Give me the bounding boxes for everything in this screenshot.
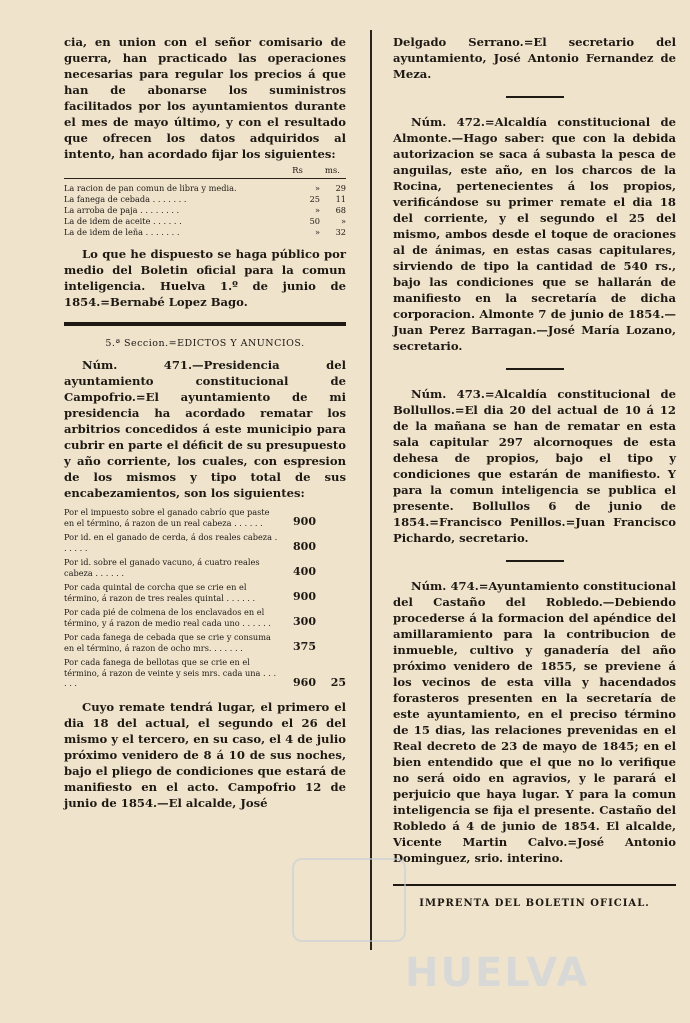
tax-row [64,582,346,603]
price-label: La racion de pan comun de libra y media. [64,183,237,193]
notice-separator [506,368,564,370]
notice-472-number: Núm. 472. [411,115,485,129]
price-row [64,205,346,216]
price-ms: 11 [335,194,346,204]
notice-473 [393,386,676,546]
archive-watermark-frame [292,858,406,942]
price-ms: 68 [335,205,346,215]
notice-474-text: =Ayuntamiento constitucional del Castaño del Robledo.—Debiendo procederse á la formacion del apéndice del amillaramiento para la contribucion de inmueble, cultivo y ganadería del año próximo venidero de 1855, se previene á los vecinos de esta villa y hacendados forasteros presenten en la secretaría de este ayuntamiento, en el preciso término de 15 dias, las relaciones prevenidas en el Real decreto de 23 de mayo de 1845; en el bien entendido que el que no lo verifique no será oido en agravios, y le parará el perjuicio que haya lugar. Y para la comun inteligencia se fija el presente. Castaño del Robledo á 4 de junio de 1854. El alcalde, Vicente Martin Calvo.=José Antonio Dominguez, srio. interino. [393,579,676,865]
price-rs: 50 [309,216,320,226]
price-label: La de idem de leña . . . . . . . [64,227,180,237]
tax-row [64,607,346,628]
tax-label: Por el impuesto sobre el ganado cabrío que paste en el término, á razon de un real cabeza . . . . . . [64,507,270,528]
tax-label: Por cada quintal de corcha que se crie en el término, á razon de tres reales quintal . . . . . . [64,582,256,603]
tax-row [64,557,346,578]
tax-label: Por cada fanega de cebada que se crie y consuma en el término, á razon de ocho mrs. . . . . . . [64,632,271,653]
tax-row [64,657,346,689]
section-divider [64,322,346,326]
price-table [64,166,346,238]
tax-amount: 900 [293,590,316,603]
notice-separator [506,560,564,562]
printer-imprint: IMPRENTA DEL BOLETIN OFICIAL. [419,898,650,909]
notice-472 [393,114,676,354]
tax-table [64,507,346,689]
right-column [393,34,676,909]
price-ms: » [340,216,346,226]
paragraph-continuation: Delgado Serrano.=El secretario del ayuntamiento, José Antonio Fernandez de Meza. [393,35,676,81]
tax-row [64,532,346,553]
price-ms: 32 [335,227,346,237]
footer-rule [393,884,676,886]
price-row [64,183,346,194]
tax-amount: 375 [293,640,316,653]
price-rs: » [314,205,320,215]
paragraph-intro: cia, en union con el señor comisario de guerra, han practicado las operaciones necesarias para regular los precios á que han de abonarse los suministros facilitados por los ayuntamientos durante el mes de mayo último, y con el resultado que ofrecen los datos adquiridos al intento, han acordado fijar los siguientes: [64,35,346,161]
header-rs: Rs [292,166,303,176]
paragraph-dispuesto: Lo que he dispuesto se haga público por medio del Boletin oficial para la comun inteligencia. Huelva 1.º de junio de 1854.=Bernabé Lopez Bago. [64,247,346,309]
notice-471-text: —Presidencia del ayuntamiento constitucional de Campofrio.=El ayuntamiento de mi presidencia ha acordado rematar los arbitrios concedidos á este municipio para cubrir en parte el déficit de su presupuesto y año corriente, los cuales, con espresion de los mismos y tipo total de sus encabezamientos, son los siguientes: [64,358,346,500]
price-rs: » [314,183,320,193]
tax-label: Por id. en el ganado de cerda, á dos reales cabeza . . . . . . [64,532,278,553]
tax-amount: 300 [293,615,316,628]
tax-amount: 400 [293,565,316,578]
price-row [64,227,346,238]
tax-amount: 800 [293,540,316,553]
price-rs: » [314,227,320,237]
tax-extra: 25 [330,675,346,689]
price-ms: 29 [335,183,346,193]
notice-472-text: =Alcaldía constitucional de Almonte.—Hago saber: que con la debida autorizacion se saca á subasta la pesca de anguilas, este año, en los charcos de la Rocina, pertenecientes á los propios, verificándose su primer remate el dia 18 del corriente, y el segundo el 25 del mismo, ambos desde el toque de oraciones al de ánimas, en estas casas capitulares, sirviendo de tipo la cantidad de 540 rs., bajo las condiciones que se hallarán de manifiesto en la secretaría de dicha corporacion. Almonte 7 de junio de 1854.—Juan Perez Barragan.—José María Lozano, secretario. [393,115,676,353]
archive-watermark-text: HUELVA [405,950,590,996]
tax-label: Por cada fanega de bellotas que se crie en el término, á razon de veinte y seis mrs. cada una . . . . . . [64,657,277,688]
column-divider [370,30,372,950]
price-table-header [64,166,346,179]
notice-474 [393,578,676,866]
tax-label: Por cada pié de colmena de los enclavados en el término, y á razon de medio real cada uno . . . . . . [64,607,271,628]
tax-amount: 960 [293,675,316,689]
tax-row [64,507,346,528]
price-rs: 25 [309,194,320,204]
price-label: La arroba de paja . . . . . . . . [64,205,180,215]
left-column [64,34,346,811]
notice-471-number: Núm. 471. [82,358,193,372]
price-label: La de idem de aceite . . . . . . [64,216,182,226]
header-ms: ms. [324,166,340,176]
price-label: La fanega de cebada . . . . . . . [64,194,187,204]
notice-473-text: =Alcaldía constitucional de Bollullos.=El dia 20 del actual de 10 á 12 de la mañana se han de rematar en esta sala capitular 297 alcornoques de esta dehesa de propios, bajo el tipo y condiciones que estarán de manifiesto. Y para la comun inteligencia se publica el presente. Bollullos 6 de junio de 1854.=Francisco Penillos.=Juan Francisco Pichardo, secretario. [393,387,676,545]
paragraph-remate: Cuyo remate tendrá lugar, el primero el dia 18 del actual, el segundo el 26 del mismo y el tercero, en su caso, el 4 de julio próximo venidero de 8 á 10 de sus noches, bajo el pliego de condiciones que estará de manifiesto en el acto. Campofrio 12 de junio de 1854.—El alcalde, José [64,699,346,810]
notice-separator [506,96,564,98]
notice-473-number: Núm. 473. [411,387,485,401]
price-row [64,216,346,227]
notice-471 [64,357,346,501]
tax-amount: 900 [293,515,316,528]
section-heading: 5.ª Seccion.=EDICTOS Y ANUNCIOS. [105,338,305,349]
price-row [64,194,346,205]
tax-label: Por id. sobre el ganado vacuno, á cuatro reales cabeza . . . . . . [64,557,260,578]
tax-row [64,632,346,653]
notice-474-number: Núm. 474. [411,579,479,593]
